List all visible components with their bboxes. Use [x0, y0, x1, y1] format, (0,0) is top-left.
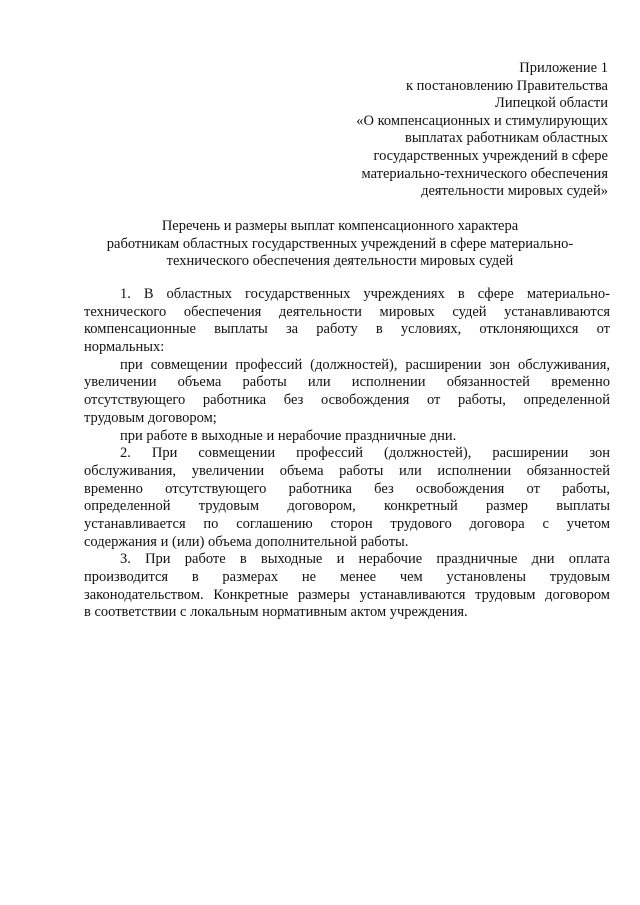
header-line: деятельности мировых судей» — [421, 183, 608, 200]
body-line: в соответствии с локальным нормативным актом учреждения. — [84, 604, 468, 621]
header-line: государственных учреждений в сфере — [373, 147, 608, 164]
header-line: выплатах работникам областных — [405, 130, 608, 147]
body-line: законодательством. Конкретные размеры устанавливаются трудовым договором — [84, 586, 610, 603]
body-line: отсутствующего работника без освобождения от работы, определенной — [84, 392, 610, 409]
body-line: устанавливается по соглашению сторон трудового договора с учетом — [84, 515, 610, 532]
title-line: Перечень и размеры выплат компенсационного характера — [161, 218, 519, 234]
body-line: обслуживания, увеличении объема работы или исполнении обязанностей — [84, 462, 610, 479]
header-line: к постановлению Правительства — [406, 77, 608, 94]
body-line: 3. При работе в выходные и нерабочие праздничные дни оплата — [120, 551, 610, 568]
title-line: технического обеспечения деятельности мировых судей — [166, 253, 514, 270]
body-line: увеличении объема работы или исполнении обязанностей временно — [84, 374, 610, 391]
body-line: нормальных: — [84, 339, 165, 356]
body-line: технического обеспечения деятельности мировых судей устанавливаются — [84, 303, 610, 320]
body-line: 2. При совмещении профессий (должностей), расширении зон — [120, 445, 610, 462]
title-line: работникам областных государственных учреждений в сфере материально- — [106, 235, 574, 252]
header-line: материально-технического обеспечения — [361, 165, 608, 182]
header-line: Липецкой области — [495, 95, 608, 112]
body-line: содержания и (или) объема дополнительной работы. — [84, 533, 409, 550]
body-line: временно отсутствующего работника без освобождения от работы, — [84, 480, 610, 497]
body-line: при работе в выходные и нерабочие праздничные дни. — [120, 427, 457, 444]
body-line: производится в размерах не менее чем установлены трудовым — [84, 569, 610, 585]
body-line: компенсационные выплаты за работу в условиях, отклоняющихся от — [84, 321, 610, 338]
body-line: при совмещении профессий (должностей), расширении зон обслуживания, — [120, 356, 610, 373]
document-title — [80, 218, 600, 271]
body-line: определенной трудовым договором, конкретный размер выплаты — [84, 498, 610, 515]
document-body — [84, 286, 610, 622]
header-line: Приложение 1 — [519, 60, 608, 76]
body-line: 1. В областных государственных учреждениях в сфере материально- — [120, 286, 610, 302]
header-line: «О компенсационных и стимулирующих — [356, 112, 608, 129]
appendix-header — [288, 60, 608, 201]
body-line: трудовым договором; — [84, 409, 217, 426]
